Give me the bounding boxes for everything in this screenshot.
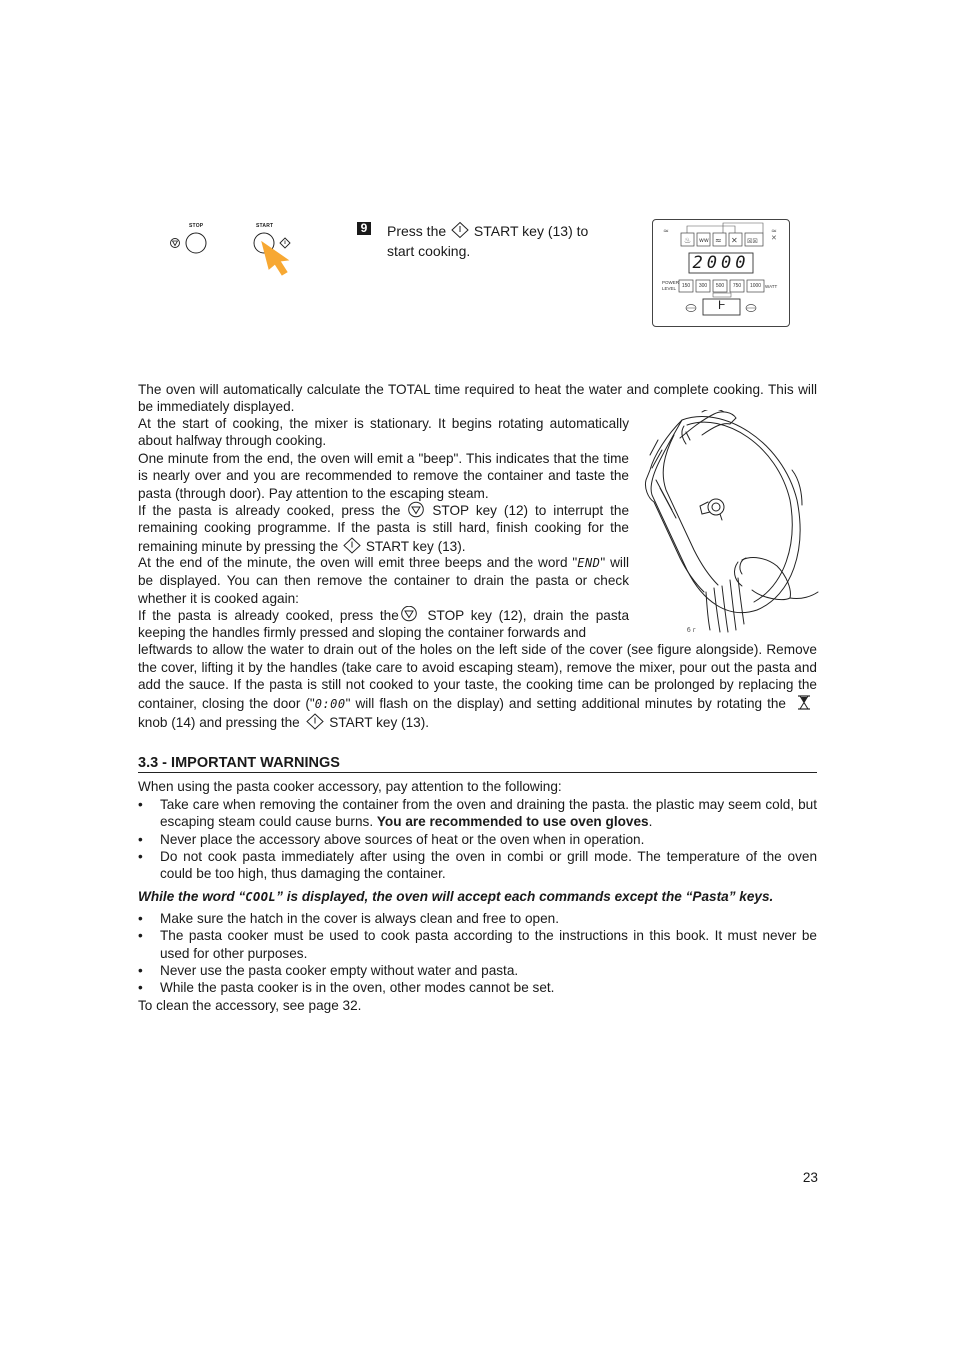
power-value-1: 300 <box>698 283 708 289</box>
p6-text-a: If the pasta is already cooked, press the <box>138 608 399 623</box>
list-item: • Make sure the hatch in the cover is always clean and free to open. <box>138 910 817 927</box>
power-value-3: 750 <box>732 283 742 289</box>
section-heading-important-warnings: 3.3 - IMPORTANT WARNINGS <box>138 755 817 773</box>
pasta-cooker-draining-illustration <box>642 410 820 636</box>
cool-display-note <box>138 888 828 906</box>
svg-text:☒☒: ☒☒ <box>747 238 758 245</box>
power-value-2: 500 <box>715 283 725 289</box>
p6-text-c: leftwards to allow the water to drain out of the holes on the left side of the cover (see figure alongside). Remove the cover, lifting it by the handles (take care to avoid escaping steam), remove the mixer, pour out the pasta and add the sauce. If the pasta is still not cooked to your taste, the cooking time can be prolonged by replacing the container, closing the door (" <box>138 642 817 711</box>
watt-label: WATT <box>765 284 778 289</box>
note-text-a: While the word “ <box>138 889 246 904</box>
paragraph-stop-interrupt <box>138 501 629 555</box>
svg-text:✕: ✕ <box>771 234 777 242</box>
svg-text:ww: ww <box>699 237 709 244</box>
flash-display-000: 0:00 <box>314 696 346 711</box>
p5-text-a: At the end of the minute, the oven will emit three beeps and the word " <box>138 555 578 570</box>
stop-key-icon <box>407 501 425 518</box>
oven-display-panel <box>652 219 790 327</box>
bottom-display-symbol: Ⱶ <box>718 298 725 312</box>
step-text-post: START key (13) to <box>473 223 589 239</box>
power-label-2: LEVEL <box>662 285 677 291</box>
warnings-list-2 <box>138 910 817 996</box>
step-text-pre: Press the <box>387 223 447 239</box>
start-key-icon <box>304 713 326 730</box>
page-number: 23 <box>802 1170 818 1185</box>
warnings-list-1 <box>138 796 817 882</box>
power-value-0: 150 <box>681 283 691 289</box>
cleaning-reference: To clean the accessory, see page 32. <box>138 998 362 1013</box>
stop-label: STOP <box>189 223 204 229</box>
svg-text:✕: ✕ <box>731 236 738 245</box>
list-item: • Never place the accessory above sources of heat or the oven when in operation. <box>138 831 817 848</box>
p6-text-e: knob (14) and pressing the <box>138 715 300 731</box>
list-item: • Never use the pasta cooker empty without water and pasta. <box>138 962 817 979</box>
svg-text:♨: ♨ <box>684 236 692 245</box>
display-digits: 2000 <box>692 253 750 273</box>
power-level-label <box>662 280 679 291</box>
paragraph-drain-top <box>138 606 629 642</box>
control-keys-illustration <box>160 218 300 276</box>
p5-text-b: " will be displayed. You can then remove the container to drain the pasta or check whether it is cooked again: <box>138 555 629 606</box>
list-item <box>138 796 817 831</box>
paragraph-drain-bottom <box>138 641 817 732</box>
stop-key-icon <box>399 606 421 623</box>
power-label-1: POWER <box>662 280 680 285</box>
warning-1-text: Take care when removing the container from the oven and draining the pasta. the plastic may seem cold, but escaping steam could cause burns. <box>160 797 817 830</box>
start-key-icon <box>342 537 362 554</box>
svg-text:≈: ≈ <box>715 236 722 245</box>
cool-display-word: COOL <box>245 890 277 904</box>
step-instruction <box>387 221 627 261</box>
paragraph-total-time: The oven will automatically calculate the TOTAL time required to heat the water and complete cooking. This will be immediately displayed. <box>138 382 817 415</box>
list-item: • While the pasta cooker is in the oven, other modes cannot be set. <box>138 979 817 996</box>
step-number: 9 <box>357 222 371 235</box>
p6-text-b: STOP key (12), drain the pasta keeping the handles firmly pressed and sloping the container forwards and <box>138 608 629 641</box>
start-key-icon <box>450 221 470 239</box>
note-text-b: ” is displayed, the oven will accept each commands except the “Pasta” keys. <box>276 889 774 904</box>
svg-text:≈: ≈ <box>663 227 669 235</box>
svg-text:б г: б г <box>687 627 696 634</box>
p4-text-c: START key (13). <box>365 538 466 554</box>
paragraph-mixer: At the start of cooking, the mixer is stationary. It begins rotating automatically about halfway through cooking. <box>138 416 629 449</box>
step-text-line2: start cooking. <box>387 243 471 260</box>
power-value-4: 1000 <box>749 283 762 289</box>
end-display-word: END <box>577 556 601 570</box>
list-item: • The pasta cooker must be used to cook pasta according to the instructions in this book. It must never be used for other purposes. <box>138 927 817 962</box>
warning-1-end: . <box>648 814 653 830</box>
hourglass-knob-icon <box>791 694 817 711</box>
p4-text-a: If the pasta is already cooked, press the <box>138 503 401 518</box>
hand-cursor-icon <box>258 238 298 278</box>
p4-text-b: STOP key (12) to interrupt the remaining cooking programme. If the pasta is still hard, finish cooking for the remaining minute by pressing the <box>138 503 630 554</box>
list-item: • Do not cook pasta immediately after using the oven in combi or grill mode. The temperature of the oven could be too high, thus damaging the container. <box>138 848 817 883</box>
start-label: START <box>256 223 274 229</box>
p6-text-f: START key (13). <box>329 715 429 731</box>
warning-1-bold: You are recommended to use oven gloves <box>376 814 649 830</box>
p6-text-d: " will flash on the display) and setting additional minutes by rotating the <box>345 695 786 711</box>
paragraph-end-display <box>138 554 629 607</box>
paragraph-beep: One minute from the end, the oven will emit a "beep". This indicates that the time is nearly over and you are recommended to remove the container and taste the pasta (through door). Pay attention to the escaping steam. <box>138 451 629 501</box>
svg-text:≈: ≈ <box>771 227 777 235</box>
warnings-intro: When using the pasta cooker accessory, pay attention to the following: <box>138 779 562 794</box>
